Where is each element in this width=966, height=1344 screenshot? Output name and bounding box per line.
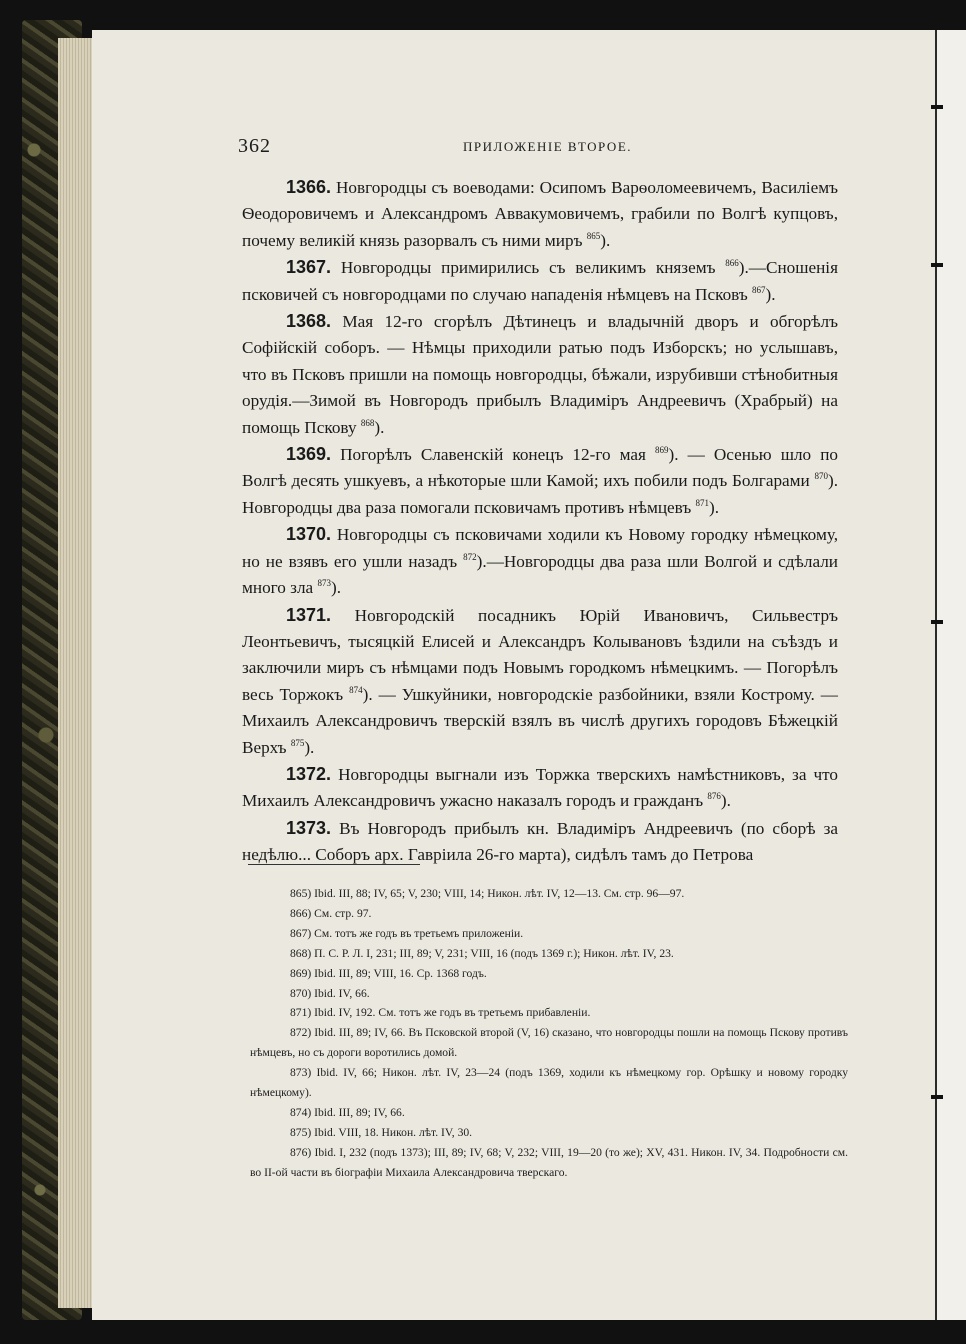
main-text [242, 174, 838, 869]
entry-text: ). — Ушкуйники, новгородскіе разбойники, взяли Кострому. — Михаилъ Александровичъ тверскій взялъ въ числѣ другихъ городовъ Бѣжецкій Верхъ [242, 684, 838, 757]
year-entry [242, 521, 838, 601]
footnote-ref: 865 [586, 230, 601, 241]
entry-text: ). [720, 791, 731, 811]
year-label: 1373. [286, 817, 332, 838]
year-entry [242, 308, 838, 441]
footnote-ref: 871 [695, 497, 710, 508]
footnote: 870) Ibid. IV, 66. [290, 986, 370, 1000]
entry-text: ). — Осенью шло по Волгѣ десять ушкуевъ, а нѣкоторые шли Камой; ихъ побили подъ Болгарами [242, 445, 838, 491]
year-label: 1366. [286, 177, 332, 197]
facing-page-edge [935, 30, 966, 1320]
footnote-ref: 874 [349, 684, 363, 695]
entry-text: ).—Новгородцы два раза шли Волгой и сдѣлали много зла [242, 551, 839, 598]
page-number: 362 [238, 135, 271, 157]
footnote: 867) См. тотъ же годъ въ третьемъ приложеніи. [290, 926, 524, 940]
entry-text: ). [330, 578, 342, 598]
entry-text: ). [709, 497, 720, 517]
entry-text: ). [600, 230, 611, 250]
entry-text: Новгородцы выгнали изъ Торжка тверскихъ намѣстниковъ, за что Михаилъ Александровичъ ужасно наказалъ городъ и гражданъ [242, 764, 838, 811]
entry-text: ). [304, 737, 315, 757]
year-label: 1370. [286, 524, 332, 545]
running-head: ПРИЛОЖЕНІЕ ВТОРОЕ. [463, 139, 633, 154]
footnote-ref: 867 [752, 284, 766, 295]
year-entry [242, 761, 838, 815]
footnote: 875) Ibid. VIII, 18. Никон. лѣт. IV, 30. [290, 1125, 473, 1139]
entry-text: ). [374, 417, 385, 437]
footnote: 873) Ibid. IV, 66; Никон. лѣт. IV, 23—24 (подъ 1369, ходили къ нѣмецкому гор. Орѣшку и новому городку нѣмецкому). [250, 1066, 848, 1100]
entry-text: Новгородскій посадникъ Юрій Ивановичъ, Сильвестръ Леонтьевичъ, тысяцкій Елисей и Александръ Колывановъ ѣздили на съѣздъ и заключили миръ съ нѣмцами подъ Новымъ городкомъ нѣмецкимъ. — Погорѣлъ весь Торжокъ [242, 605, 838, 704]
entry-text: Новгородцы съ псковичами ходили къ Новому городку нѣмецкому, но не взявъ его ушли назадъ [242, 525, 838, 571]
footnote: 872) Ibid. III, 89; IV, 66. Въ Псковской второй (V, 16) сказано, что новгородцы пошли на помощь Пскову противъ нѣмцевъ, но съ дороги воротились домой. [250, 1026, 848, 1060]
year-label: 1372. [286, 763, 332, 784]
year-label: 1369. [286, 444, 332, 465]
footnote: 874) Ibid. III, 89; IV, 66. [290, 1105, 405, 1119]
footnote-rule [248, 864, 420, 865]
year-entry [242, 174, 838, 254]
entry-text: Новгородцы примирились съ великимъ княземъ [331, 258, 726, 278]
year-entry [242, 254, 838, 308]
footnote: 876) Ibid. I, 232 (подъ 1373); III, 89; IV, 68; V, 232; VIII, 19—20 (то же); XV, 431. Никон. IV, 34. Подробности см. во II-ой части въ біографіи Михаила Александровича тверскаго. [250, 1145, 848, 1179]
year-label: 1367. [286, 257, 332, 278]
footnote-ref: 869 [655, 445, 669, 456]
footnote: 866) См. стр. 97. [290, 906, 372, 920]
entry-text: Новгородцы съ воеводами: Осипомъ Варѳоломеевичемъ, Василіемъ Ѳеодоровичемъ и Александромъ Аввакумовичемъ, грабили по Волгѣ купцовъ, почему великій князь разорвалъ съ ними миръ [242, 178, 838, 250]
year-label: 1368. [286, 311, 332, 332]
footnote-ref: 875 [290, 737, 305, 748]
entry-text: ). [765, 284, 776, 304]
footnote-ref: 866 [725, 258, 739, 269]
entry-text: ). Новгородцы два раза помогали псковичамъ противъ нѣмцевъ [242, 471, 838, 517]
footnote-ref: 868 [360, 417, 375, 428]
footnote-ref: 872 [463, 551, 477, 562]
footnote-ref: 873 [317, 578, 331, 589]
year-entry [242, 815, 838, 869]
footnotes [250, 884, 848, 1183]
entry-text: Въ Новгородъ прибылъ кн. Владиміръ Андреевичъ (по сборѣ за недѣлю... Соборъ арх. Гавріила 26-го марта), сидѣлъ тамъ до Петрова [242, 818, 838, 865]
footnote: 865) Ibid. III, 88; IV, 65; V, 230; VIII, 14; Никон. лѣт. IV, 12—13. См. стр. 96—97. [290, 887, 685, 900]
footnote: 871) Ibid. IV, 192. См. тотъ же годъ въ третьемъ прибавленіи. [290, 1006, 591, 1020]
footnote-ref: 876 [707, 791, 721, 802]
page-header [238, 135, 838, 159]
year-entry [242, 602, 838, 761]
entry-text: ).—Сношенія псковичей съ новгородцами по случаю нападенія нѣмцевъ на Псковъ [242, 258, 838, 304]
year-label: 1371. [286, 604, 332, 625]
entry-text: Мая 12-го сгорѣлъ Дѣтинецъ и владычній дворъ и обгорѣлъ Софійскій соборъ. — Нѣмцы приходили ратью подъ Изборскъ; но услышавъ, что въ Псковъ пришли на помощь новгородцы, бѣжали, изрубивши стѣнобитныя орудія.—Зимой въ Новгородъ прибылъ Владиміръ Андреевичъ (Храбрый) на помощь Пскову [242, 312, 838, 437]
footnote-ref: 870 [814, 471, 828, 482]
footnote: 868) П. С. Р. Л. I, 231; III, 89; V, 231; VIII, 16 (подъ 1369 г.); Никон. лѣт. IV, 23. [290, 946, 674, 960]
year-entry [242, 441, 838, 521]
entry-text: Погорѣлъ Славенскій конецъ 12-го мая [331, 445, 656, 465]
footnote: 869) Ibid. III, 89; VIII, 16. Ср. 1368 годъ. [290, 966, 487, 980]
